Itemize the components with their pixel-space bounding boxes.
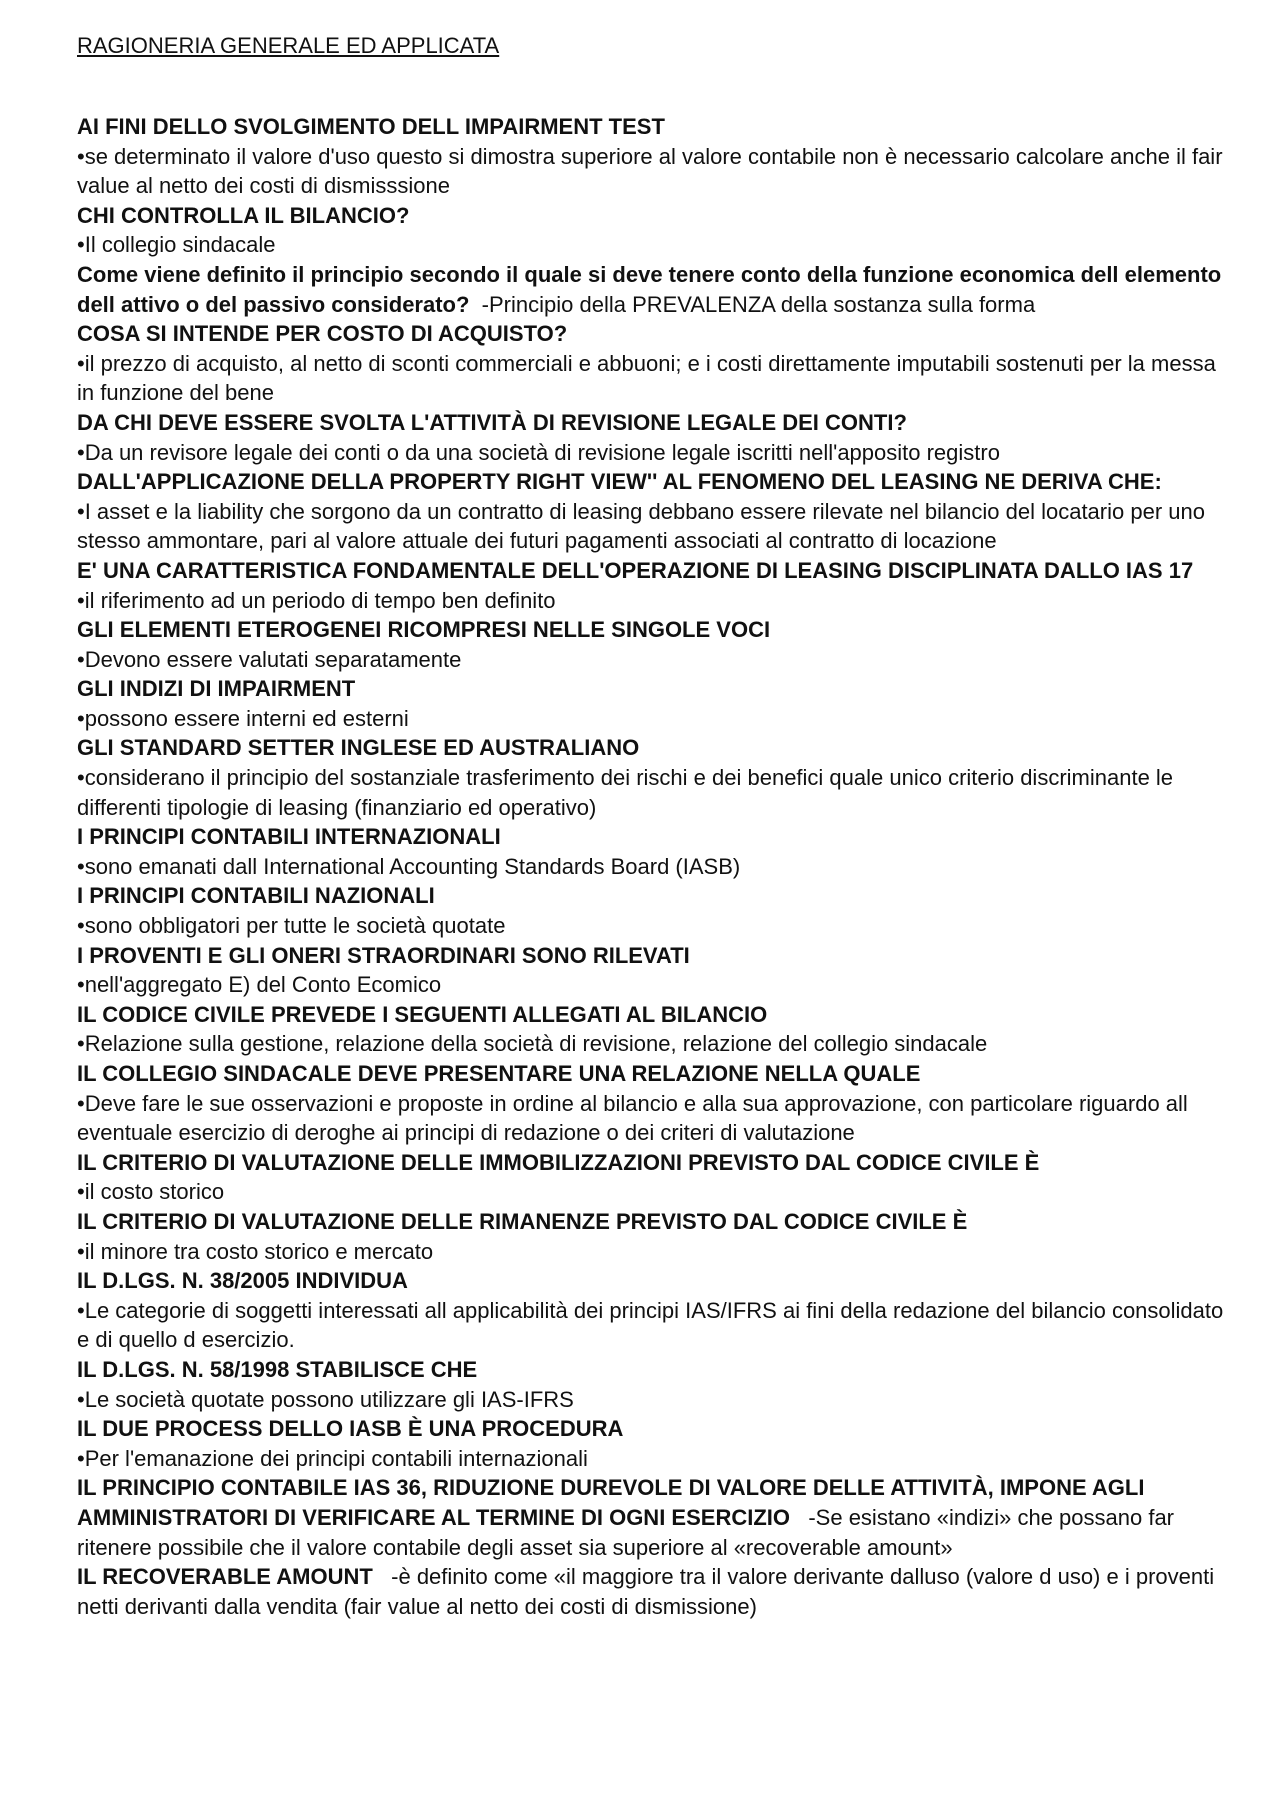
question-20: IL DUE PROCESS DELLO IASB È UNA PROCEDURA — [77, 1416, 624, 1442]
document-title: RAGIONERIA GENERALE ED APPLICATA — [77, 33, 500, 58]
question-3-text: Come viene definito il principio secondo il quale si deve tenere conto della funzione economica dell elemento dell attivo o del passivo considerato? — [77, 261, 1222, 317]
question-22-text: IL RECOVERABLE AMOUNT — [77, 1564, 373, 1590]
question-11: I PRINCIPI CONTABILI INTERNAZIONALI — [77, 824, 501, 850]
question-15: IL COLLEGIO SINDACALE DEVE PRESENTARE UNA RELAZIONE NELLA QUALE — [77, 1061, 921, 1086]
question-22 — [77, 1562, 1237, 1621]
question-12: I PRINCIPI CONTABILI NAZIONALI — [77, 883, 435, 909]
answer-13: •nell'aggregato E) del Conto Ecomico — [77, 972, 442, 998]
question-10: GLI STANDARD SETTER INGLESE ED AUSTRALIANO — [77, 735, 640, 761]
answer-8: •Devono essere valutati separatamente — [77, 646, 462, 672]
qa-list — [77, 112, 1237, 1621]
answer-7: •il riferimento ad un periodo di tempo ben definito — [77, 587, 556, 613]
question-21 — [77, 1473, 1237, 1562]
question-19: IL D.LGS. N. 58/1998 STABILISCE CHE — [77, 1356, 478, 1382]
answer-14: •Relazione sulla gestione, relazione della società di revisione, relazione del collegio sindacale — [77, 1031, 988, 1057]
question-1: AI FINI DELLO SVOLGIMENTO DELL IMPAIRMENT TEST — [77, 114, 665, 139]
question-16: IL CRITERIO DI VALUTAZIONE DELLE IMMOBILIZZAZIONI PREVISTO DAL CODICE CIVILE È — [77, 1149, 1040, 1175]
answer-11: •sono emanati dall International Accounting Standards Board (IASB) — [77, 853, 741, 879]
answer-19: •Le società quotate possono utilizzare gli IAS-IFRS — [77, 1386, 574, 1412]
answer-4: •il prezzo di acquisto, al netto di sconti commerciali e abbuoni; e i costi direttamente imputabili sostenuti per la messa in funzione del bene — [77, 350, 1216, 406]
answer-5: •Da un revisore legale dei conti o da una società di revisione legale iscritti nell'apposito registro — [77, 439, 1000, 465]
question-13: I PROVENTI E GLI ONERI STRAORDINARI SONO RILEVATI — [77, 942, 690, 968]
answer-17: •il minore tra costo storico e mercato — [77, 1238, 434, 1264]
question-2: CHI CONTROLLA IL BILANCIO? — [77, 202, 410, 228]
answer-3: -Principio della PREVALENZA della sostanza sulla forma — [481, 291, 1036, 317]
question-5: DA CHI DEVE ESSERE SVOLTA L'ATTIVITÀ DI REVISIONE LEGALE DEI CONTI? — [77, 409, 907, 435]
answer-20: •Per l'emanazione dei principi contabili internazionali — [77, 1445, 588, 1471]
question-14: IL CODICE CIVILE PREVEDE I SEGUENTI ALLEGATI AL BILANCIO — [77, 1001, 768, 1027]
question-4: COSA SI INTENDE PER COSTO DI ACQUISTO? — [77, 321, 568, 347]
answer-1: •se determinato il valore d'uso questo si dimostra superiore al valore contabile non è necessario calcolare anche il fair value al netto dei costi di dismisssione — [77, 143, 1223, 199]
answer-9: •possono essere interni ed esterni — [77, 705, 409, 731]
answer-16: •il costo storico — [77, 1179, 225, 1205]
answer-6: •I asset e la liability che sorgono da un contratto di leasing debbano essere rilevate nel bilancio del locatario per uno stesso ammontare, pari al valore attuale dei futuri pagamenti associati al contratto di locazione — [77, 498, 1205, 554]
document-page — [77, 30, 1237, 1621]
question-18: IL D.LGS. N. 38/2005 INDIVIDUA — [77, 1268, 408, 1294]
answer-12: •sono obbligatori per tutte le società quotate — [77, 913, 506, 939]
question-8: GLI ELEMENTI ETEROGENEI RICOMPRESI NELLE SINGOLE VOCI — [77, 617, 771, 643]
question-7: E' UNA CARATTERISTICA FONDAMENTALE DELL'OPERAZIONE DI LEASING DISCIPLINATA DALLO IAS 17 — [77, 557, 1194, 583]
question-6: DALL'APPLICAZIONE DELLA PROPERTY RIGHT VIEW'' AL FENOMENO DEL LEASING NE DERIVA CHE: — [77, 469, 1162, 495]
question-3 — [77, 260, 1237, 319]
answer-18: •Le categorie di soggetti interessati all applicabilità dei principi IAS/IFRS ai fini della redazione del bilancio consolidato e di quello d esercizio. — [77, 1297, 1224, 1353]
answer-22: -è definito come «il maggiore tra il valore derivante dalluso (valore d uso) e i proventi netti derivanti dalla vendita (fair value al netto dei costi di dismissione) — [77, 1564, 1215, 1619]
answer-2: •Il collegio sindacale — [77, 232, 276, 258]
question-17: IL CRITERIO DI VALUTAZIONE DELLE RIMANENZE PREVISTO DAL CODICE CIVILE È — [77, 1208, 968, 1234]
answer-15: •Deve fare le sue osservazioni e proposte in ordine al bilancio e alla sua approvazione, con particolare riguardo all eventuale esercizio di deroghe ai principi di redazione o dei criteri di valutazione — [77, 1090, 1188, 1146]
question-9: GLI INDIZI DI IMPAIRMENT — [77, 676, 356, 702]
question-21-text: IL PRINCIPIO CONTABILE IAS 36, RIDUZIONE DUREVOLE DI VALORE DELLE ATTIVITÀ, IMPONE AGLI AMMINISTRATORI DI VERIFICARE AL TERMINE DI OGNI ESERCIZIO — [77, 1475, 1145, 1530]
answer-21: -Se esistano «indizi» che possano far ritenere possibile che il valore contabile degli asset sia superiore al «recoverable amount» — [77, 1504, 1175, 1560]
answer-10: •considerano il principio del sostanziale trasferimento dei rischi e dei benefici quale unico criterio discriminante le differenti tipologie di leasing (finanziario ed operativo) — [77, 765, 1174, 820]
